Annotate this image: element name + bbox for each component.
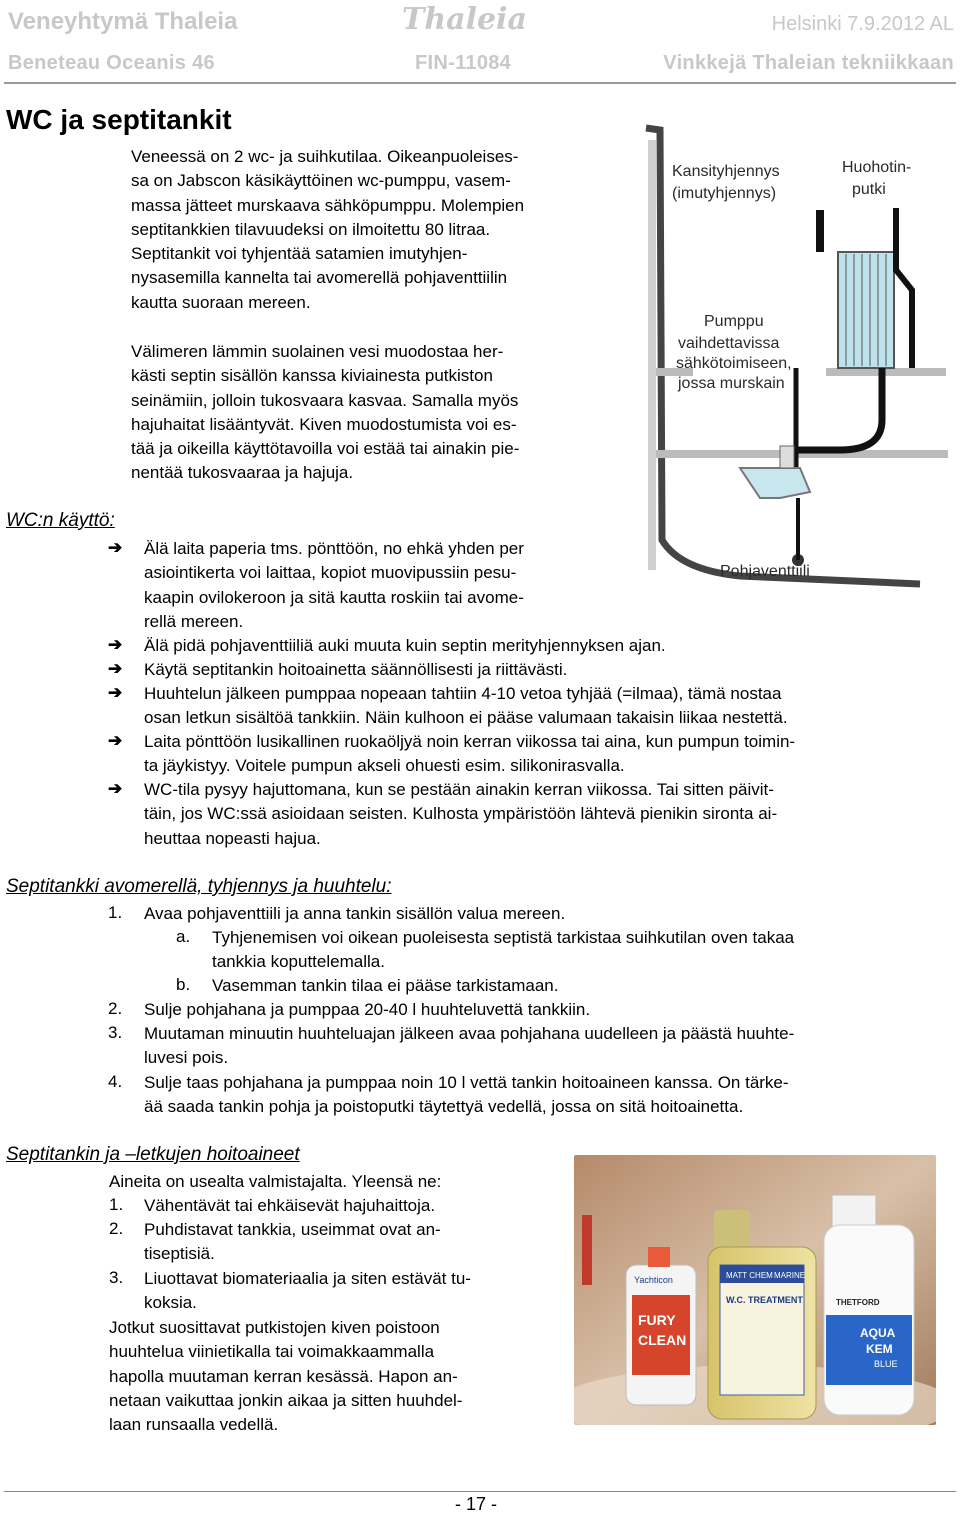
header-section: Vinkkejä Thaleian tekniikkaan xyxy=(663,52,954,74)
text-line: sa on Jabscon käsikäyttöinen wc-pumppu, vasem- xyxy=(131,171,511,191)
svg-text:AQUA: AQUA xyxy=(860,1326,896,1340)
text-line: heuttaa nopeasti hajua. xyxy=(144,828,321,848)
text-line: Jotkut suosittavat putkistojen kiven poistoon xyxy=(109,1318,440,1337)
text-line: kaapin ovilokeroon ja sitä kautta roskiin tai avome- xyxy=(144,587,524,607)
arrow-bullet-icon: ➔ xyxy=(108,538,123,557)
text-line: Puhdistavat tankkia, useimmat ovat an- xyxy=(144,1220,441,1239)
text-line: Septitankit voi tyhjentää satamien imutyhjen- xyxy=(131,244,468,264)
svg-text:W.C. TREATMENT: W.C. TREATMENT xyxy=(726,1295,803,1305)
text-line: rellä mereen. xyxy=(144,611,244,631)
text-line: seinämiin, jolloin tukosvaara kasvaa. Samalla myös xyxy=(131,390,519,410)
chemicals-heading: Septitankin ja –letkujen hoitoaineet xyxy=(6,1144,300,1165)
page-number: - 17 - xyxy=(455,1494,498,1514)
septic-step xyxy=(212,974,558,998)
aqua-kem-bottle xyxy=(824,1195,914,1415)
step-number: a. xyxy=(176,927,191,946)
svg-text:KEM: KEM xyxy=(866,1342,893,1356)
vent-pipe xyxy=(896,208,912,368)
chemicals-intro: Aineita on usealta valmistajalta. Yleensä ne: xyxy=(109,1172,442,1191)
svg-text:THETFORD: THETFORD xyxy=(836,1298,880,1307)
text-line: Tyhjenemisen voi oikean puoleisesta septistä tarkistaa suihkutilan oven takaa xyxy=(212,928,795,947)
svg-text:MARINE: MARINE xyxy=(774,1271,806,1280)
septic-step xyxy=(144,902,565,926)
header-logo: Thaleia xyxy=(402,2,527,37)
arrow-bullet-icon: ➔ xyxy=(108,779,123,798)
arrow-bullet-icon: ➔ xyxy=(108,635,123,654)
arrow-bullet-icon: ➔ xyxy=(108,659,123,678)
text-line: Käytä septitankin hoitoainetta säännöllisesti ja riittävästi. xyxy=(144,660,568,679)
svg-text:CLEAN: CLEAN xyxy=(638,1332,687,1348)
svg-text:Yachticon: Yachticon xyxy=(634,1275,673,1285)
arrow-bullet-icon: ➔ xyxy=(108,731,123,750)
svg-text:FURY: FURY xyxy=(638,1312,676,1328)
text-line: koksia. xyxy=(144,1293,197,1313)
wc-usage-heading: WC:n käyttö: xyxy=(6,510,115,531)
step-number: 4. xyxy=(108,1072,123,1091)
label-deck-pumpout: Kansityhjennys (imutyhjennys) xyxy=(672,163,780,202)
text-line: Sulje taas pohjahana ja pumppaa noin 10 l vettä tankin hoitoaineen kanssa. On tärke- xyxy=(144,1073,789,1092)
mediterranean-paragraph xyxy=(131,340,519,486)
text-line: Avaa pohjaventtiili ja anna tankin sisällön valua mereen. xyxy=(144,904,566,923)
text-line: WC-tila pysyy hajuttomana, kun se pestään ainakin kerran viikossa. Tai sitten päivit- xyxy=(144,780,774,799)
list-number: 2. xyxy=(109,1219,124,1238)
bottles-illustration xyxy=(574,1155,936,1425)
footer-rule xyxy=(4,1491,956,1492)
fury-clean-bottle xyxy=(626,1247,696,1405)
chemicals-outro xyxy=(109,1316,462,1437)
wc-item xyxy=(144,778,777,851)
text-line: ää saada tankin pohja ja poistoputki täytettyä vedellä, jossa on sitä hoitoainetta. xyxy=(144,1097,744,1117)
text-line: tiseptisiä. xyxy=(144,1244,215,1264)
wc-item xyxy=(144,682,788,731)
septic-step xyxy=(144,1022,794,1071)
text-line: täin, jos WC:ssä asioidaan seisten. Kulhosta ympäristöön lähtevä pienikin sironta ai- xyxy=(144,804,778,824)
text-line: netaan vaikuttaa jonkin aikaa ja sitten huuhdel- xyxy=(109,1390,463,1410)
chemicals-photo xyxy=(574,1155,936,1425)
text-line: Älä laita paperia tms. pönttöön, no ehkä yhden per xyxy=(144,539,524,558)
text-line: massa jätteet murskaava sähköpumppu. Molempien xyxy=(131,195,525,215)
chemicals-item xyxy=(144,1218,441,1267)
small-red-bottle xyxy=(582,1215,592,1285)
outlet-hose xyxy=(790,368,882,450)
text-line: tankkia koputtelemalla. xyxy=(212,952,385,972)
text-line: nysasemilla kannelta tai avomerellä pohjaventtiilin xyxy=(131,268,508,288)
septic-step xyxy=(212,926,794,975)
text-line: Vasemman tankin tilaa ei pääse tarkistamaan. xyxy=(212,976,559,995)
wc-item xyxy=(144,634,666,658)
text-line: kautta suoraan mereen. xyxy=(131,292,311,312)
text-line: tää ja oikeilla käyttötavoilla voi estää tai ainakin pie- xyxy=(131,439,520,459)
septic-step xyxy=(144,1071,789,1120)
wc-item xyxy=(144,658,567,682)
list-number: 3. xyxy=(109,1268,124,1287)
septic-heading: Septitankki avomerellä, tyhjennys ja huuhtelu: xyxy=(6,876,392,897)
text-line: Liuottavat biomateriaalia ja siten estävät tu- xyxy=(144,1269,471,1288)
step-number: 3. xyxy=(108,1023,123,1042)
text-line: asiointikerta voi laittaa, kopiot muovipussiin pesu- xyxy=(144,563,517,583)
text-line: Veneessä on 2 wc- ja suihkutilaa. Oikeanpuoleises- xyxy=(131,147,519,166)
text-line: Muutaman minuutin huuhteluajan jälkeen avaa pohjahana uudelleen ja päästä huuhte- xyxy=(144,1024,795,1043)
step-number: 2. xyxy=(108,999,123,1018)
septic-step xyxy=(144,998,590,1022)
text-line: laan runsaalla vedellä. xyxy=(109,1415,279,1435)
chemicals-item xyxy=(144,1194,435,1218)
pump xyxy=(780,446,794,468)
arrow-bullet-icon: ➔ xyxy=(108,683,123,702)
text-line: osan letkun sisältöä tankkiin. Näin kulhoon ei pääse valumaan takaisin liikaa nestettä. xyxy=(144,708,788,728)
label-vent-pipe: Huohotin-putki xyxy=(842,159,912,198)
svg-text:BLUE: BLUE xyxy=(874,1359,898,1369)
toilet-system-diagram xyxy=(620,120,960,590)
text-line: nentää tukosvaaraa ja hajuja. xyxy=(131,463,354,483)
wc-item xyxy=(144,730,795,779)
header-registration: FIN-11084 xyxy=(415,52,512,74)
page-title: WC ja septitankit xyxy=(6,104,232,135)
header-rule xyxy=(4,82,956,84)
header-org-name: Veneyhtymä Thaleia xyxy=(8,8,238,35)
text-line: Sulje pohjahana ja pumppaa 20-40 l huuhteluvettä tankkiin. xyxy=(144,1000,591,1019)
header-boat-name: Beneteau Oceanis 46 xyxy=(8,52,215,74)
text-line: hajuhaitat lisääntyvät. Kiven muodostumista voi es- xyxy=(131,414,517,434)
text-line: kästi septin sisällön kanssa kiviainesta putkiston xyxy=(131,366,493,386)
text-line: Välimeren lämmin suolainen vesi muodostaa her- xyxy=(131,342,504,361)
label-pump: Pumppu vaihdettavissa sähkötoimiseen, jossa murskain xyxy=(676,313,792,392)
text-line: Älä pidä pohjaventtiiliä auki muuta kuin septin merityhjennyksen ajan. xyxy=(144,636,666,655)
wc-item xyxy=(144,537,524,634)
step-number: b. xyxy=(176,975,191,994)
header-date: Helsinki 7.9.2012 AL xyxy=(771,13,954,35)
text-line: Laita pönttöön lusikallinen ruokaöljyä noin kerran viikossa tai aina, kun pumpun toimin- xyxy=(144,732,796,751)
text-line: septitankkien tilavuudeksi on ilmoitettu 80 litraa. xyxy=(131,219,491,239)
shelf-right xyxy=(826,368,946,376)
text-line: hapolla muutaman kerran kesässä. Hapon an- xyxy=(109,1366,458,1386)
wall xyxy=(648,140,656,570)
toilet-bowl xyxy=(740,468,810,498)
list-number: 1. xyxy=(109,1195,124,1214)
text-line: huuhtelua viinietikalla tai voimakkaammalla xyxy=(109,1342,435,1362)
svg-text:MATT CHEM: MATT CHEM xyxy=(726,1271,773,1280)
text-line: luvesi pois. xyxy=(144,1048,229,1068)
text-line: Huuhtelun jälkeen pumppaa nopeaan tahtiin 4-10 vetoa tyhjää (=ilmaa), tämä nostaa xyxy=(144,684,782,703)
step-number: 1. xyxy=(108,903,123,922)
text-line: ta jäykistyy. Voitele pumpun akseli ohuesti esim. silikonirasvalla. xyxy=(144,756,625,776)
text-line: Vähentävät tai ehkäisevät hajuhaittoja. xyxy=(144,1196,436,1215)
label-bottom-valve: Pohjaventtiili xyxy=(720,563,810,580)
chemicals-item xyxy=(144,1267,471,1316)
intro-paragraph xyxy=(131,145,524,315)
